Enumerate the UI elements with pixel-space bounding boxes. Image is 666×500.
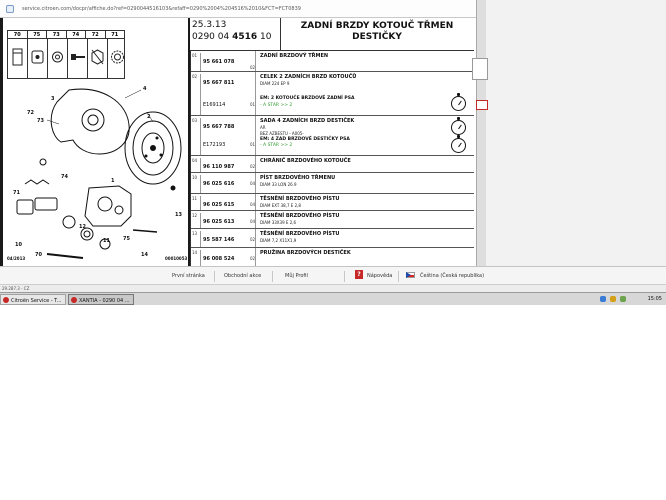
clock[interactable]: 15:05	[647, 296, 662, 302]
part-desc: CELEK 2 ZADNÍCH BRZD KOTOUČŮ	[260, 74, 357, 80]
diagram-panel	[0, 18, 190, 266]
part-star: - A STAR >> 2	[260, 103, 293, 108]
app-icon	[3, 297, 9, 303]
table-row[interactable]	[191, 156, 474, 173]
col-separator	[255, 229, 256, 247]
table-row[interactable]	[191, 229, 474, 248]
part-spec: DIAM 224 EP 9	[260, 81, 290, 86]
mini-col-2[interactable]: 75	[28, 31, 48, 38]
callout-3[interactable]: 3	[51, 96, 55, 102]
mini-table-cells	[8, 39, 124, 78]
app-icon	[71, 297, 77, 303]
part-qty: 02	[250, 65, 256, 70]
diagram-drawing	[7, 80, 189, 262]
stopwatch-icon[interactable]	[451, 120, 466, 135]
part-qty: 02	[250, 164, 256, 169]
callout-73[interactable]: 73	[37, 118, 44, 124]
address-bar[interactable]	[0, 0, 476, 18]
part-qty: 01	[250, 142, 256, 147]
mini-cell-clip[interactable]	[8, 39, 28, 78]
task-xantia[interactable]	[68, 294, 134, 305]
mini-col-5[interactable]: 72	[86, 31, 106, 38]
doc-code-prefix: 0290 04	[192, 32, 230, 42]
part-desc: TĚSNĚNÍ BRZDOVÉHO PÍSTU	[260, 196, 340, 202]
row-pos: 14	[192, 250, 201, 266]
diagram-ref-code: 00010053	[165, 256, 188, 261]
row-pos: 10	[192, 175, 201, 193]
part-number-alt[interactable]: E169114	[203, 102, 226, 108]
page-title: ZADNÍ BRZDY KOTOUČ TŘMEN DESTIČKY	[300, 21, 454, 42]
part-spec: BEZ AZBESTU - A005-	[260, 131, 304, 136]
nav-profile[interactable]: Můj Profil	[285, 273, 308, 279]
header-divider	[280, 18, 281, 51]
nav-offers[interactable]: Obchodní akce	[224, 273, 262, 279]
background-alert-box	[476, 100, 488, 110]
col-separator	[255, 116, 256, 155]
part-number[interactable]: 95 661 078	[203, 59, 235, 65]
part-number[interactable]: 95 667 788	[203, 124, 235, 130]
col-separator	[255, 248, 256, 266]
table-row[interactable]	[191, 72, 474, 116]
empty-area	[0, 305, 666, 500]
nav-divider	[272, 271, 273, 282]
help-icon[interactable]: ?	[355, 270, 363, 279]
part-spec: AR	[260, 125, 266, 130]
part-number[interactable]: 96 025 616	[203, 181, 235, 187]
status-bar	[0, 284, 666, 292]
table-row[interactable]	[191, 194, 474, 211]
mini-cell-bolt[interactable]	[68, 39, 88, 78]
doc-code-suffix: 10	[260, 32, 272, 42]
nav-divider	[344, 271, 345, 282]
mini-col-6[interactable]: 71	[111, 32, 119, 38]
taskbar	[0, 292, 666, 305]
part-desc: PÍST BRZDOVÉHO TŘMENU	[260, 175, 336, 181]
table-row[interactable]	[191, 211, 474, 229]
part-number[interactable]: 96 008 524	[203, 256, 235, 262]
nav-help[interactable]: Nápověda	[367, 273, 393, 279]
callout-75[interactable]: 75	[123, 236, 130, 242]
part-qty: 01	[250, 102, 256, 107]
row-pos: 04	[192, 158, 201, 172]
doc-date: 25.3.13	[192, 20, 227, 30]
mini-cell-washer[interactable]	[48, 39, 68, 78]
part-number[interactable]: 95 587 146	[203, 237, 235, 243]
info-header	[190, 18, 474, 51]
url-text[interactable]: service.citroen.com/docpr/affiche.do?ref=0290044516103&refaff=0290%2004%204516%2010&FCT=FCT0839	[22, 6, 301, 12]
part-desc: TĚSNĚNÍ BRZDOVÉHO PÍSTU	[260, 231, 340, 237]
mini-parts-table	[7, 30, 125, 79]
part-desc: TĚSNĚNÍ BRZDOVÉHO PÍSTU	[260, 213, 340, 219]
part-desc: PRUŽINA BRZDOVÝCH DESTIČEK	[260, 250, 351, 256]
part-number[interactable]: 96 025 615	[203, 202, 235, 208]
table-row[interactable]	[191, 51, 474, 72]
mini-col-1[interactable]: 70	[8, 31, 28, 38]
part-qty: 04	[250, 181, 256, 186]
part-desc: ZADNÍ BRZDOVÝ TŘMEN	[260, 53, 329, 59]
mini-col-3[interactable]: 73	[47, 31, 67, 38]
callout-10[interactable]: 10	[15, 242, 22, 248]
table-row[interactable]	[191, 173, 474, 194]
bottom-navigation	[0, 266, 666, 284]
callout-14[interactable]: 14	[141, 252, 148, 258]
part-spec: DIAM 33 LON 26.9	[260, 182, 297, 187]
callout-12[interactable]: 12	[79, 224, 86, 230]
parts-list	[190, 51, 474, 266]
col-separator	[255, 173, 256, 193]
col-separator	[255, 194, 256, 210]
security-icon[interactable]	[610, 296, 616, 302]
nav-divider	[398, 271, 399, 282]
volume-icon[interactable]	[620, 296, 626, 302]
exploded-diagram	[7, 80, 189, 262]
callout-4[interactable]: 4	[143, 86, 147, 92]
part-em: EM: 2 KOTOUČE BRZDOVÉ ZADNÍ PSA	[260, 96, 355, 101]
row-pos: 01	[192, 53, 201, 71]
part-number[interactable]: 96 025 613	[203, 219, 235, 225]
row-pos: 11	[192, 196, 201, 210]
stopwatch-icon[interactable]	[451, 138, 466, 153]
part-desc: SADA 4 ZADNÍCH BRZD DESTIČEK	[260, 118, 355, 124]
page-icon	[6, 5, 14, 13]
task-label: Citroën Service - T...	[11, 298, 62, 304]
mini-cell-nut[interactable]	[88, 39, 108, 78]
vertical-scrollbar[interactable]	[476, 0, 486, 266]
czech-flag-icon[interactable]	[406, 272, 415, 278]
task-label: XANTIA - 0290 04 ...	[79, 298, 130, 304]
stopwatch-icon[interactable]	[451, 96, 466, 111]
nav-language[interactable]: Čeština (Česká republika)	[420, 273, 485, 279]
part-qty: 02	[250, 237, 256, 242]
part-spec: DIAM 33X39 E 2,6	[260, 220, 297, 225]
callout-1[interactable]: 1	[111, 178, 115, 184]
background-window	[486, 0, 666, 266]
row-pos: 13	[192, 231, 201, 247]
part-number[interactable]: 96 110 987	[203, 164, 235, 170]
part-qty: 02	[250, 256, 256, 261]
callout-71[interactable]: 71	[13, 190, 20, 196]
mini-cell-gear[interactable]	[108, 39, 127, 78]
mini-table-header	[8, 31, 124, 39]
part-spec: DIAM EXT 38,7 E 2,8	[260, 203, 301, 208]
row-pos: 02	[192, 74, 201, 115]
nav-home[interactable]: První stránka	[172, 273, 205, 279]
network-icon[interactable]	[600, 296, 606, 302]
callout-70[interactable]: 70	[35, 252, 42, 258]
callout-2[interactable]: 2	[147, 114, 151, 120]
part-star: - A STAR >> 2	[260, 143, 293, 148]
part-em: EM: 4 ZAD BRZDOVÉ DESTIČKY PSA	[260, 137, 350, 142]
nav-divider	[214, 271, 215, 282]
doc-code	[192, 32, 271, 42]
callout-72[interactable]: 72	[27, 110, 34, 116]
row-pos: 03	[192, 118, 201, 155]
part-qty: 04	[250, 219, 256, 224]
col-separator	[255, 72, 256, 115]
status-version: 29.287.3 - CZ	[2, 286, 30, 291]
mini-col-4[interactable]: 74	[67, 31, 87, 38]
part-desc: CHRÁNIČ BRZDOVÉHO KOTOUČE	[260, 158, 351, 164]
part-number[interactable]: 95 667 811	[203, 80, 235, 86]
col-separator	[255, 51, 256, 71]
part-spec: DIAM 7,2 X11X1,9	[260, 238, 297, 243]
task-citroen-service[interactable]	[0, 294, 66, 305]
diagram-ref-date: 04/2013	[7, 256, 26, 261]
callout-11[interactable]: 11	[103, 238, 110, 244]
callout-74[interactable]: 74	[61, 174, 68, 180]
part-number-alt[interactable]: E172193	[203, 142, 226, 148]
col-separator	[255, 156, 256, 172]
table-row[interactable]	[191, 248, 474, 266]
row-pos: 12	[192, 213, 201, 228]
part-qty: 04	[250, 202, 256, 207]
background-cart-icon	[472, 58, 488, 80]
doc-code-bold: 4516	[232, 32, 258, 42]
col-separator	[255, 211, 256, 228]
callout-13[interactable]: 13	[175, 212, 182, 218]
system-tray	[596, 294, 664, 305]
mini-cell-cap[interactable]	[28, 39, 48, 78]
table-row[interactable]	[191, 116, 474, 156]
